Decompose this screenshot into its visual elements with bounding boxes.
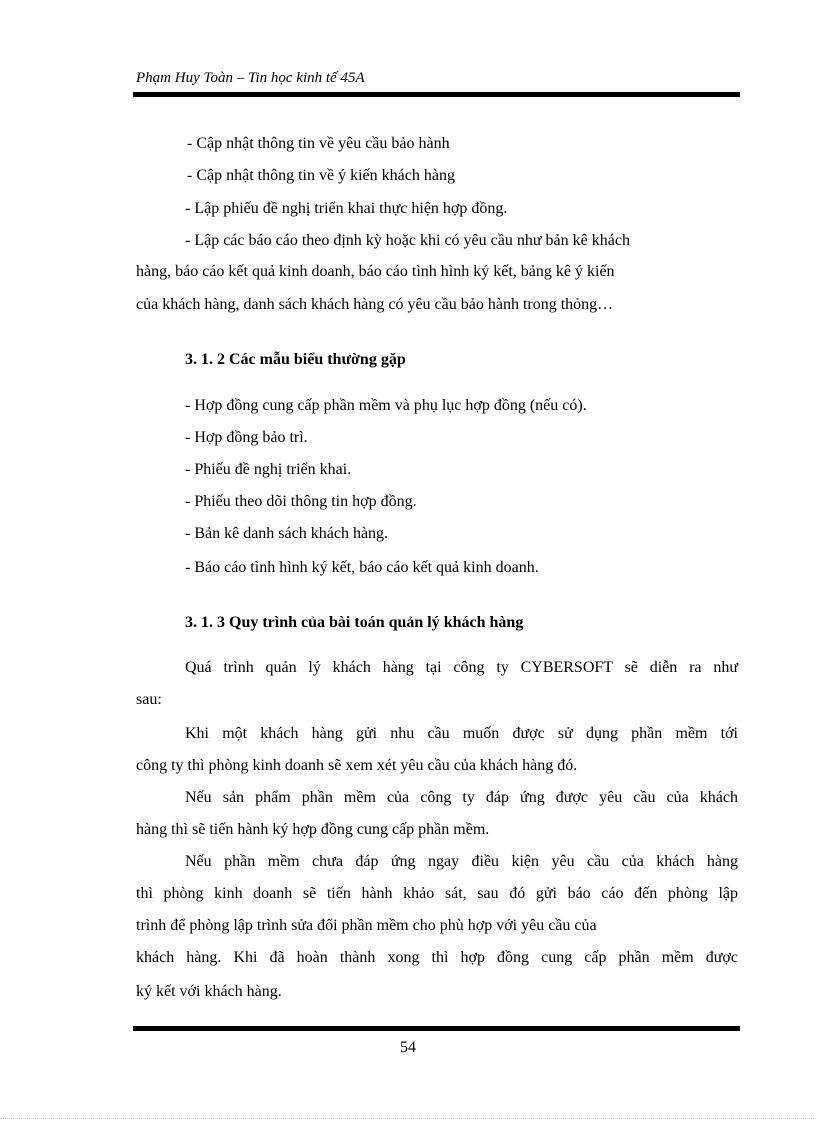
page-header: Phạm Huy Toàn – Tin học kinh tế 45A [136, 70, 365, 86]
paragraph-line-text: - Lập các báo cáo theo định kỳ hoặc khi có yêu cầu như bản kê khách [185, 232, 630, 249]
paragraph-line: Nếu sản phẩm phần mềm của công ty đáp ứng được yêu cầu của khách [185, 789, 738, 806]
paragraph-line: công ty thì phòng kinh doanh sẽ xem xét yêu cầu của khách hàng đó. [136, 757, 578, 774]
list-item: - Hợp đồng bảo trì. [185, 429, 308, 446]
paragraph-line: Quá trình quản lý khách hàng tại công ty CYBERSOFT sẽ diễn ra như [185, 659, 738, 676]
header-rule [133, 92, 740, 97]
paragraph-line: khách hàng. Khi đã hoàn thành xong thì hợp đồng cung cấp phần mềm được [136, 949, 738, 966]
list-item: - Phiếu đề nghị triển khai. [185, 461, 352, 478]
section-heading: 3. 1. 3 Quy trình của bài toán quản lý khách hàng [185, 614, 524, 631]
paragraph-line: trình để phòng lập trình sửa đổi phần mềm cho phù hợp với yêu cầu của [136, 917, 597, 934]
section-heading: 3. 1. 2 Các mẫu biểu thường gặp [185, 351, 406, 368]
list-item: - Hợp đồng cung cấp phần mềm và phụ lục hợp đồng (nếu có). [185, 397, 587, 414]
paragraph-line [136, 232, 738, 250]
paragraph-line: hàng, báo cáo kết quả kinh doanh, báo cáo tình hình ký kết, bảng kê ý kiến [136, 263, 615, 280]
list-item: - Bản kê danh sách khách hàng. [185, 525, 389, 542]
paragraph-line: ký kết với khách hàng. [136, 983, 282, 1000]
page-number: 54 [400, 1039, 416, 1056]
footer-rule [133, 1026, 740, 1031]
paragraph-line: hàng thì sẽ tiến hành ký hợp đồng cung cấp phần mềm. [136, 821, 490, 838]
list-item: - Lập phiếu đề nghị triển khai thực hiện hợp đồng. [185, 200, 508, 217]
paragraph-line: Khi một khách hàng gửi nhu cầu muốn được sử dụng phần mềm tới [185, 725, 738, 742]
list-item: - Phiếu theo dõi thông tin hợp đồng. [185, 493, 417, 510]
paragraph-line: thì phòng kinh doanh sẽ tiến hành khảo sát, sau đó gửi báo cáo đến phòng lập [136, 885, 738, 902]
paragraph-line: Nếu phần mềm chưa đáp ứng ngay điều kiện yêu cầu của khách hàng [185, 853, 738, 870]
paragraph-line: sau: [136, 691, 162, 708]
list-item: - Cập nhật thông tin về yêu cầu bảo hành [187, 135, 450, 152]
paragraph-line: của khách hàng, danh sách khách hàng có yêu cầu bảo hành trong thỏng… [136, 296, 614, 313]
page-edge-divider [0, 1118, 816, 1119]
list-item: - Báo cáo tình hình ký kết, báo cáo kết quả kinh doanh. [185, 559, 539, 576]
list-item: - Cập nhật thông tin về ý kiến khách hàng [187, 167, 455, 184]
